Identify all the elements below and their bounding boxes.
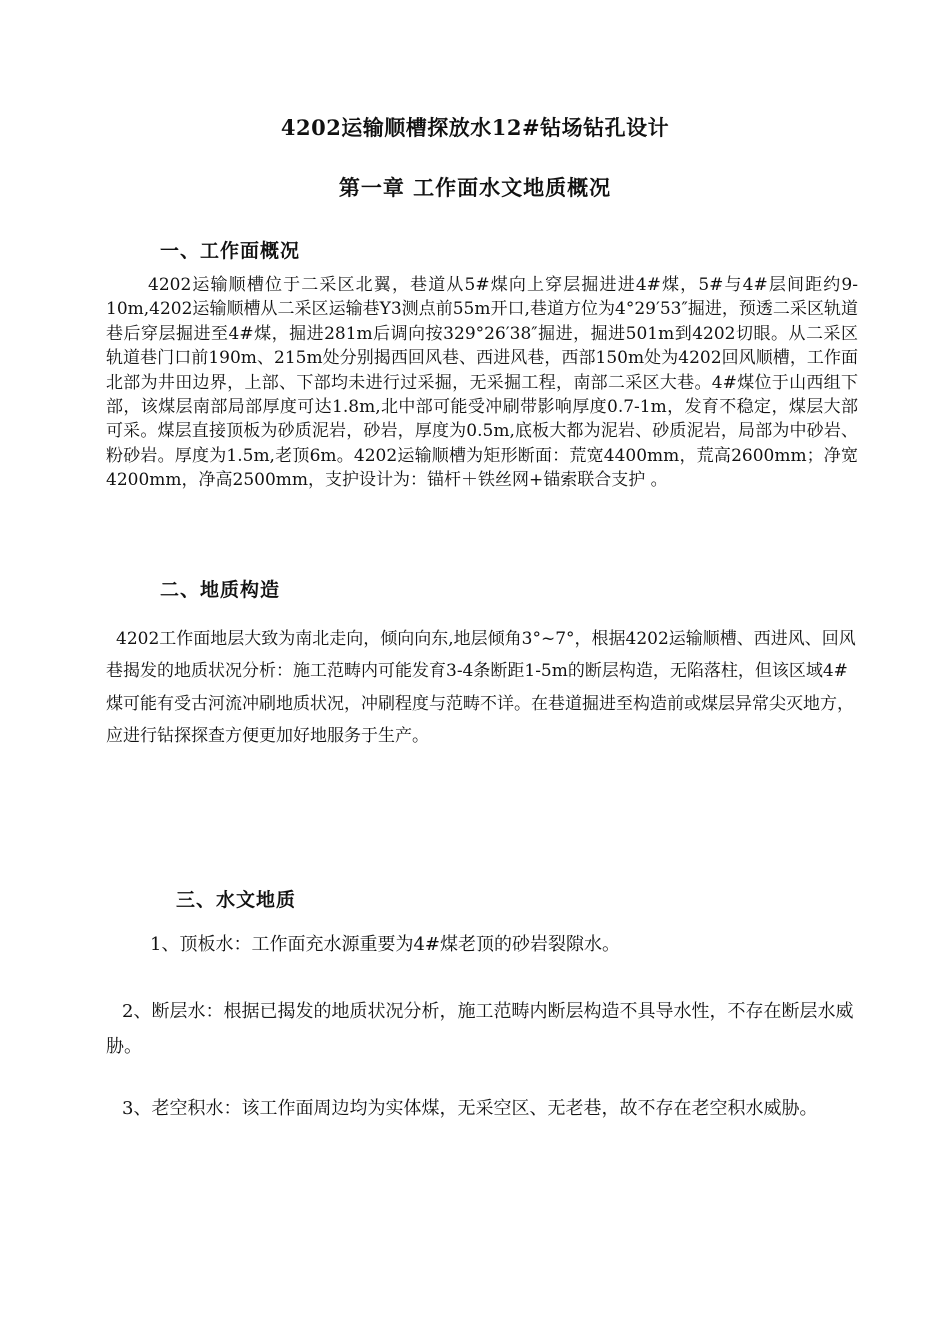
list-item-fault-water: 2、断层水：根据已揭发的地质状况分析，施工范畴内断层构造不具导水性，不存在断层水威胁。 (106, 1001, 854, 1057)
list-item-roof-water: 1、顶板水：工作面充水源重要为4#煤老顶的砂岩裂隙水。 (150, 934, 620, 955)
document-title: 4202运输顺槽探放水12#钻场钻孔设计 (280, 115, 670, 140)
list-item-goaf-water: 3、老空积水：该工作面周边均为实体煤，无采空区、无老巷，故不存在老空积水威胁。 (122, 1098, 818, 1119)
section-heading-work-face: 一、工作面概况 (160, 240, 301, 262)
section-body-geology: 4202工作面地层大致为南北走向，倾向向东,地层倾角3°~7°，根据4202运输顺槽、西进风、回风巷揭发的地质状况分析：施工范畴内可能发育3-4条断距1-5m的断层构造，无陷落柱，但该区域4#煤可能有受古河流冲刷地质状况，冲刷程度与范畴不详。在巷道掘进至构造前或煤层异常尖灭地方，应进行钻探探查方便更加好地服务于生产。 (106, 629, 856, 747)
section-heading-hydrogeology: 三、水文地质 (176, 889, 297, 911)
chapter-title: 第一章 工作面水文地质概况 (338, 175, 612, 200)
section-body-work-face: 4202运输顺槽位于二采区北翼，巷道从5#煤向上穿层掘进进4#煤，5#与4#层间距约9-10m,4202运输顺槽从二采区运输巷Y3测点前55m开口,巷道方位为4°29′53″掘进，预透二采区轨道巷后穿层掘进至4#煤，掘进281m后调向按329°26′38″掘进，掘进501m到4202切眼。从二采区轨道巷门口前190m、215m处分别揭西回风巷、西进风巷，西部150m处为4202回风顺槽，工作面北部为井田边界，上部、下部均未进行过采掘，无采掘工程，南部二采区大巷。4#煤位于山西组下部，该煤层南部局部厚度可达1.8m,北中部可能受冲刷带影响厚度0.7-1m，发育不稳定，煤层大部可采。煤层直接顶板为砂质泥岩，砂岩，厚度为0.5m,底板大都为泥岩、砂质泥岩，局部为中砂岩、粉砂岩。厚度为1.5m,老顶6m。4202运输顺槽为矩形断面：荒宽4400mm，荒高2600mm；净宽4200mm，净高2500mm，支护设计为：锚杆＋铁丝网+锚索联合支护 。 (106, 275, 858, 491)
section-heading-geology: 二、地质构造 (160, 579, 281, 601)
